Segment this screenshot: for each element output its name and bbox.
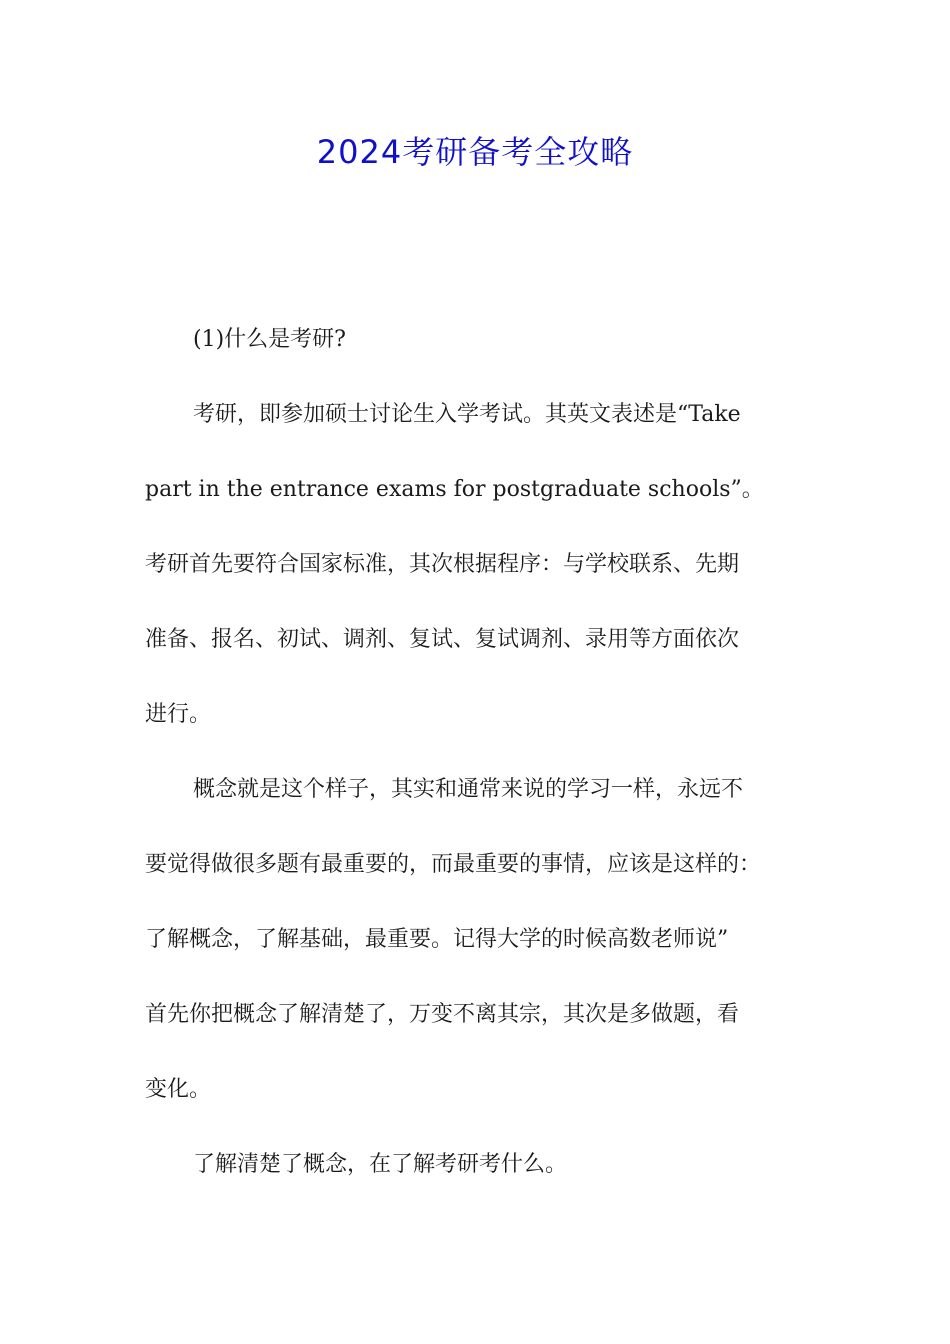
paragraph-line: 考研首先要符合国家标准，其次根据程序：与学校联系、先期 [145,552,740,577]
paragraph-what-to-test [145,1147,835,1222]
paragraph-line: 考研，即参加硕士讨论生入学考试。其英文表述是“Take [193,402,741,427]
paragraph-line: 了解清楚了概念，在了解考研考什么。 [193,1152,568,1177]
paragraph-line: part in the entrance exams for postgraduate schools”。 [145,477,764,502]
paragraph-line: 变化。 [145,1077,212,1102]
paragraph-line: 要觉得做很多题有最重要的，而最重要的事情，应该是这样的： [145,852,762,877]
paragraph-line: 概念就是这个样子，其实和通常来说的学习一样，永远不 [193,777,744,802]
paragraph-line: 首先你把概念了解清楚了，万变不离其宗，其次是多做题，看 [145,1002,740,1027]
paragraph-line: (1)什么是考研? [193,327,346,352]
paragraph-line: 了解概念，了解基础，最重要。记得大学的时候高数老师说” [145,927,729,952]
paragraph-what-is-kaoyan [145,322,835,397]
paragraph-definition [145,397,835,772]
paragraph-line: 进行。 [145,702,212,727]
paragraph-line: 准备、报名、初试、调剂、复试、复试调剂、录用等方面依次 [145,627,740,652]
document-title: 2024考研备考全攻略 [316,133,634,171]
document-body [145,322,835,1222]
paragraph-concept [145,772,835,1147]
